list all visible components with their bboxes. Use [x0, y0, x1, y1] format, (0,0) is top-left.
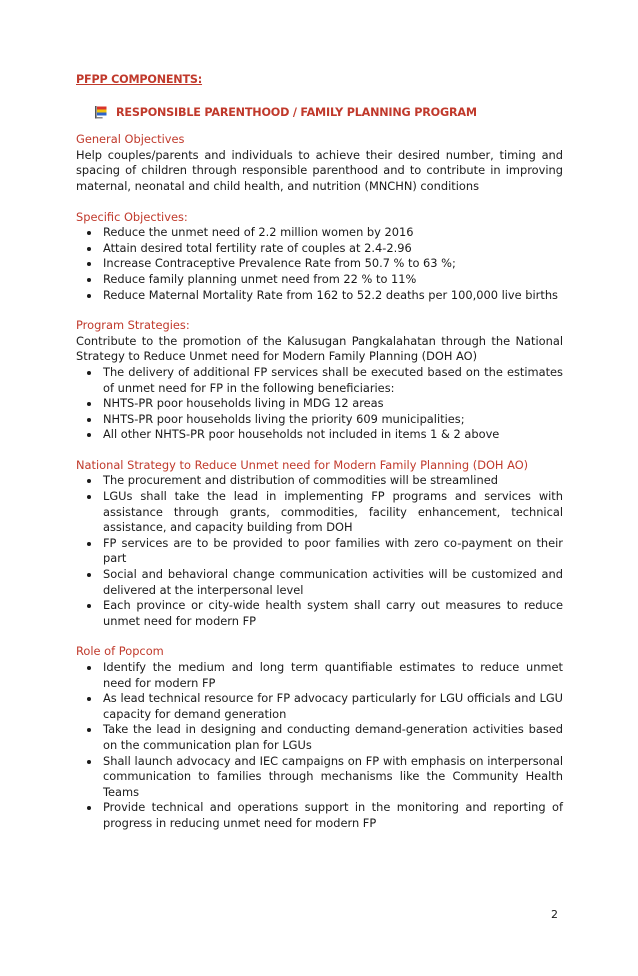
list-item: Take the lead in designing and conducting demand-generation activities based on the communication plan for LGUs — [103, 722, 563, 752]
national-strategy-section — [76, 458, 563, 630]
program-strategies-section — [76, 318, 563, 443]
specific-objectives-list — [76, 225, 563, 303]
list-item: Reduce the unmet need of 2.2 million women by 2016 — [103, 225, 563, 241]
list-item: Reduce family planning unmet need from 22 % to 11% — [103, 272, 563, 288]
list-item: LGUs shall take the lead in implementing FP programs and services with assistance through grants, commodities, facility enhancement, technical assistance, and capacity building from DOH — [103, 489, 563, 535]
role-of-popcom-list — [76, 660, 563, 832]
list-item: NHTS-PR poor households living in MDG 12 areas — [103, 396, 563, 412]
list-item: Reduce Maternal Mortality Rate from 162 to 52.2 deaths per 100,000 live births — [103, 288, 563, 304]
specific-objectives-section — [76, 210, 563, 304]
list-item: Shall launch advocacy and IEC campaigns on FP with emphasis on interpersonal communication to families through mechanisms like the Community Health Teams — [103, 753, 563, 799]
document-body — [76, 72, 563, 847]
flag-icon — [94, 105, 108, 119]
general-objectives-section — [76, 132, 563, 194]
list-item: Social and behavioral change communication activities will be customized and delivered at the interpersonal level — [103, 567, 563, 597]
list-item: The delivery of additional FP services shall be executed based on the estimates of unmet need for FP in the following beneficiaries: — [103, 364, 563, 395]
role-of-popcom-heading: Role of Popcom — [76, 644, 164, 659]
document-title: PFPP COMPONENTS: — [76, 73, 203, 86]
list-item: Each province or city-wide health system shall carry out measures to reduce unmet need for modern FP — [103, 598, 563, 628]
list-item: As lead technical resource for FP advocacy particularly for LGU officials and LGU capacity for demand generation — [103, 691, 563, 721]
general-objectives-heading: General Objectives — [76, 132, 185, 147]
list-item: Attain desired total fertility rate of couples at 2.4-2.96 — [103, 241, 563, 257]
list-item: Increase Contraceptive Prevalence Rate from 50.7 % to 63 %; — [103, 256, 563, 272]
list-item: The procurement and distribution of commodities will be streamlined — [103, 473, 563, 489]
program-strategies-list — [76, 365, 563, 443]
specific-objectives-heading: Specific Objectives: — [76, 209, 188, 224]
general-objectives-text: Help couples/parents and individuals to achieve their desired number, timing and spacing of children through responsible parenthood and to contribute in improving maternal, neonatal and child health, and nutrition (MNCHN) conditions — [76, 147, 563, 193]
list-item: FP services are to be provided to poor families with zero co-payment on their part — [103, 535, 563, 566]
list-item: NHTS-PR poor households living the priority 609 municipalities; — [103, 412, 563, 428]
national-strategy-list — [76, 473, 563, 629]
national-strategy-heading: National Strategy to Reduce Unmet need for Modern Family Planning (DOH AO) — [76, 457, 529, 472]
list-item: Provide technical and operations support in the monitoring and reporting of progress in reducing unmet need for modern FP — [103, 800, 563, 830]
program-strategies-heading: Program Strategies: — [76, 318, 190, 333]
page-number: 2 — [551, 908, 558, 921]
list-item: Identify the medium and long term quantifiable estimates to reduce unmet need for modern FP — [103, 660, 563, 690]
program-strategies-text: Contribute to the promotion of the Kalusugan Pangkalahatan through the National Strategy to Reduce Unmet need for Modern Family Planning (DOH AO) — [76, 333, 563, 364]
program-title: RESPONSIBLE PARENTHOOD / FAMILY PLANNING PROGRAM — [116, 105, 477, 119]
list-item: All other NHTS-PR poor households not included in items 1 & 2 above — [103, 427, 563, 443]
role-of-popcom-section — [76, 644, 563, 831]
program-title-row — [94, 105, 563, 121]
